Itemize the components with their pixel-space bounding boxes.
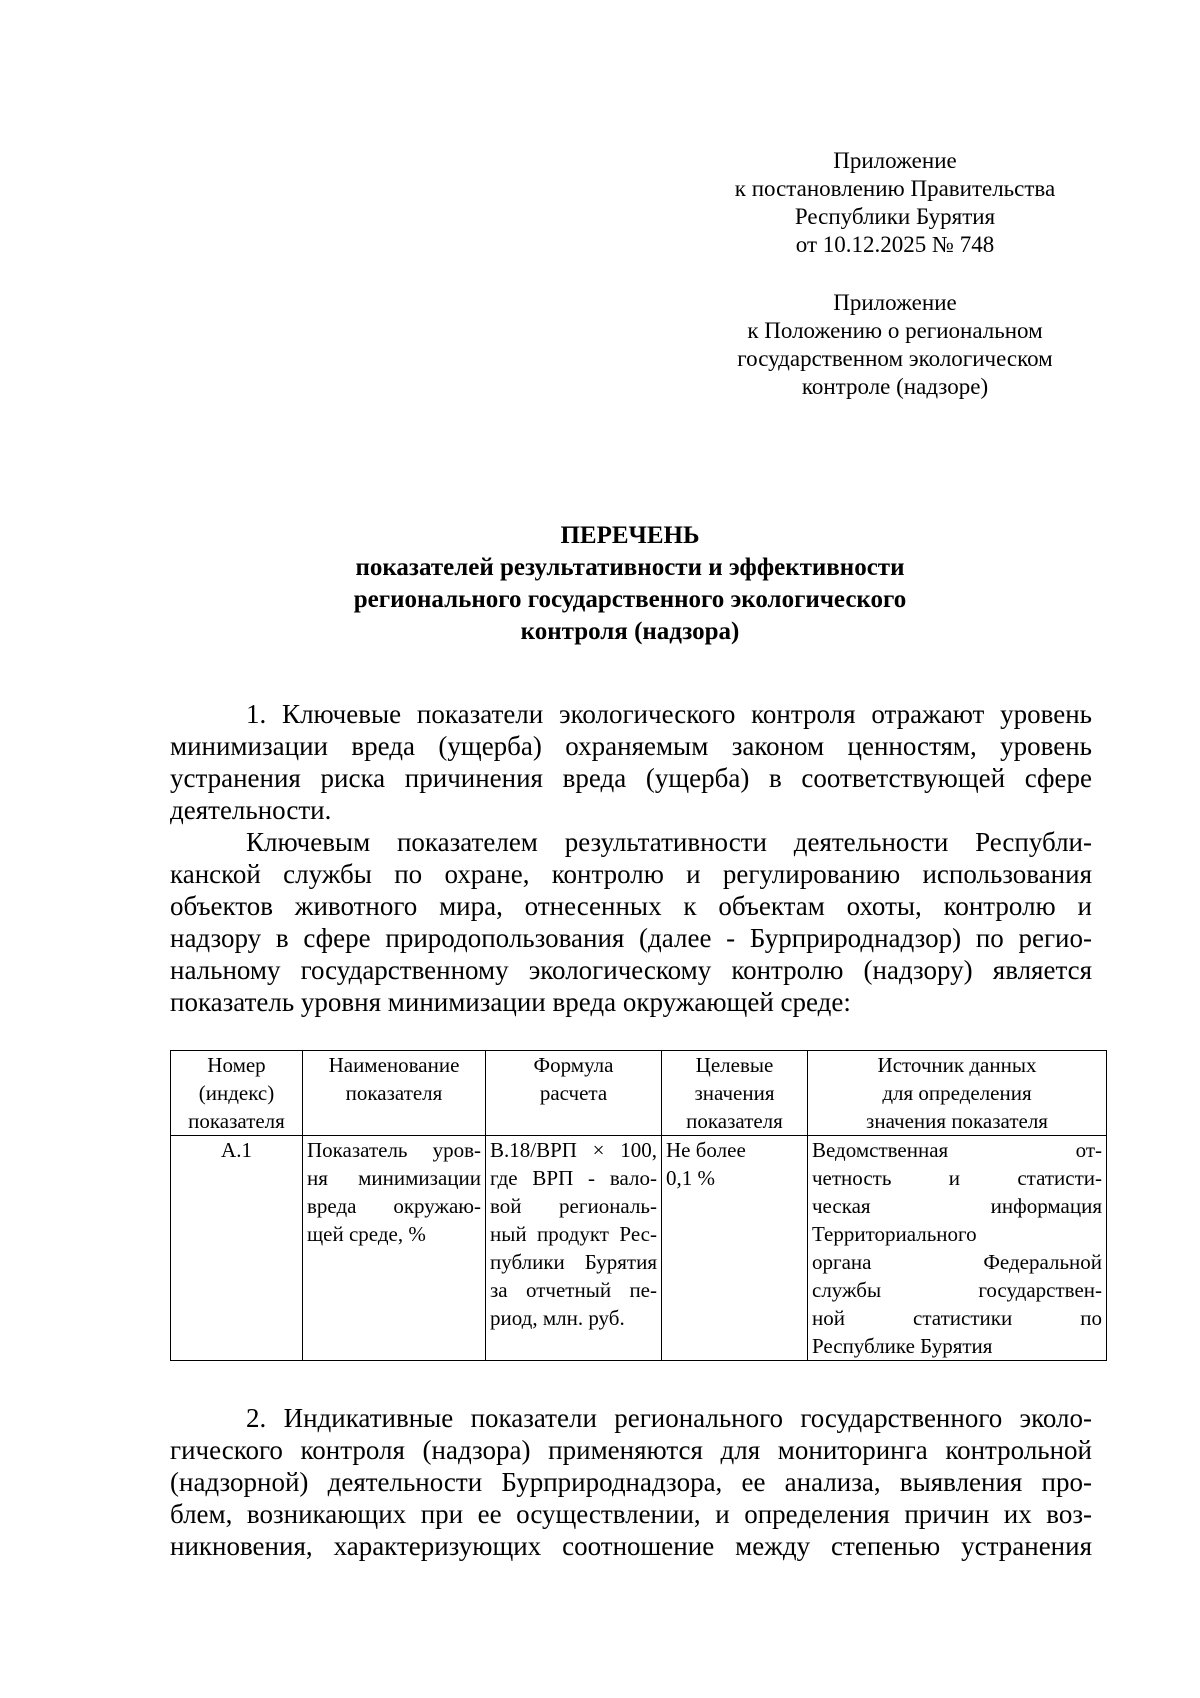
header-source	[808, 1051, 1107, 1136]
stamp-line: к постановлению Правительства	[734, 176, 1056, 201]
header-text: для определения	[882, 1081, 1032, 1105]
cell-text: органа Федеральной	[812, 1250, 1102, 1274]
cell-text: Республике Бурятия	[812, 1334, 993, 1358]
header-text: (индекс)	[198, 1081, 275, 1105]
approval-stamp-regulation	[690, 289, 1100, 401]
cell-text: Территориального	[812, 1222, 977, 1246]
title-line: ПЕРЕЧЕНЬ	[560, 522, 700, 549]
header-text: Источник данных	[877, 1053, 1037, 1077]
cell-text: А.1	[221, 1138, 252, 1162]
cell-text: 0,1 %	[666, 1166, 715, 1190]
paragraph-key-indicator-definition	[170, 826, 1092, 1018]
header-text: Наименование	[328, 1053, 460, 1077]
cell-text: Показатель уров-	[307, 1138, 481, 1162]
stamp-line: Республики Бурятия	[794, 204, 996, 229]
header-formula	[486, 1051, 662, 1136]
cell-target	[662, 1136, 808, 1361]
cell-text: В.18/ВРП × 100,	[490, 1138, 657, 1162]
header-index	[171, 1051, 303, 1136]
header-text: значения	[694, 1081, 775, 1105]
cell-index	[171, 1136, 303, 1361]
stamp-line: от 10.12.2025 № 748	[795, 232, 995, 257]
cell-text: щей среде, %	[307, 1222, 426, 1246]
cell-text: публики Бурятия	[490, 1250, 657, 1274]
text-line: никновения, характеризующих соотношение между степенью устранения	[170, 1531, 1092, 1561]
text-line: блем, возникающих при ее осуществлении, и определения причин их воз-	[170, 1499, 1092, 1529]
indicator-table	[170, 1050, 1107, 1361]
text-line: минимизации вреда (ущерба) охраняемым законом ценностям, уровень	[170, 731, 1092, 761]
cell-text: риод, млн. руб.	[490, 1306, 625, 1330]
cell-text: ной статистики по	[812, 1306, 1102, 1330]
header-text: Формула	[533, 1053, 614, 1077]
title-line: контроля (надзора)	[520, 618, 740, 645]
cell-source	[808, 1136, 1107, 1361]
cell-text: ный продукт Рес-	[490, 1222, 657, 1246]
cell-text: вой региональ-	[490, 1194, 657, 1218]
cell-text: где ВРП - вало-	[490, 1166, 657, 1190]
header-text: показателя	[188, 1109, 285, 1133]
approval-stamp-government	[690, 147, 1100, 259]
stamp-line: к Положению о региональном	[747, 318, 1043, 343]
header-text: Номер	[207, 1053, 266, 1077]
header-text: показателя	[345, 1081, 443, 1105]
text-line: 1. Ключевые показатели экологического контроля отражают уровень	[246, 699, 1092, 729]
header-text: Целевые	[695, 1053, 774, 1077]
text-line: устранения риска причинения вреда (ущерба) в соответствующей сфере	[170, 763, 1092, 793]
stamp-line: Приложение	[833, 290, 957, 315]
document-title	[170, 520, 1090, 648]
header-name	[303, 1051, 486, 1136]
cell-text: ческая информация	[812, 1194, 1102, 1218]
text-line: 2. Индикативные показатели регионального государственного эколо-	[246, 1403, 1092, 1433]
cell-text: Ведомственная от-	[812, 1138, 1102, 1162]
cell-text: четность и статисти-	[812, 1166, 1102, 1190]
text-line: гического контроля (надзора) применяются для мониторинга контрольной	[170, 1435, 1092, 1465]
text-line: (надзорной) деятельности Бурприроднадзора, ее анализа, выявления про-	[170, 1467, 1092, 1497]
cell-text: Не более	[666, 1138, 746, 1162]
table-row	[171, 1136, 1107, 1361]
header-text: значения показателя	[866, 1109, 1048, 1133]
stamp-line: Приложение	[833, 148, 957, 173]
header-text: расчета	[539, 1081, 608, 1105]
cell-text: ня минимизации	[307, 1166, 481, 1190]
text-line: показатель уровня минимизации вреда окружающей среде:	[170, 987, 851, 1017]
stamp-line: контроле (надзоре)	[801, 374, 989, 399]
title-line: показателей результативности и эффективности	[355, 554, 905, 581]
cell-name	[303, 1136, 486, 1361]
header-target	[662, 1051, 808, 1136]
stamp-line: государственном экологическом	[737, 346, 1053, 371]
paragraph-indicative-indicators	[170, 1402, 1092, 1562]
text-line: нальному государственному экологическому контролю (надзору) является	[170, 955, 1092, 985]
title-line: регионального государственного экологического	[353, 586, 907, 613]
text-line: Ключевым показателем результативности деятельности Республи-	[246, 827, 1092, 857]
cell-formula	[486, 1136, 662, 1361]
cell-text: службы государствен-	[812, 1278, 1102, 1302]
header-text: показателя	[686, 1109, 783, 1133]
cell-text: вреда окружаю-	[307, 1194, 481, 1218]
text-line: деятельности.	[170, 795, 332, 825]
table-header-row	[171, 1051, 1107, 1136]
cell-text: за отчетный пе-	[490, 1278, 657, 1302]
paragraph-key-indicators	[170, 698, 1092, 826]
text-line: надзору в сфере природопользования (далее - Бурприроднадзор) по регио-	[170, 923, 1092, 953]
text-line: объектов животного мира, отнесенных к объектам охоты, контролю и	[170, 891, 1092, 921]
text-line: канской службы по охране, контролю и регулированию использования	[170, 859, 1092, 889]
